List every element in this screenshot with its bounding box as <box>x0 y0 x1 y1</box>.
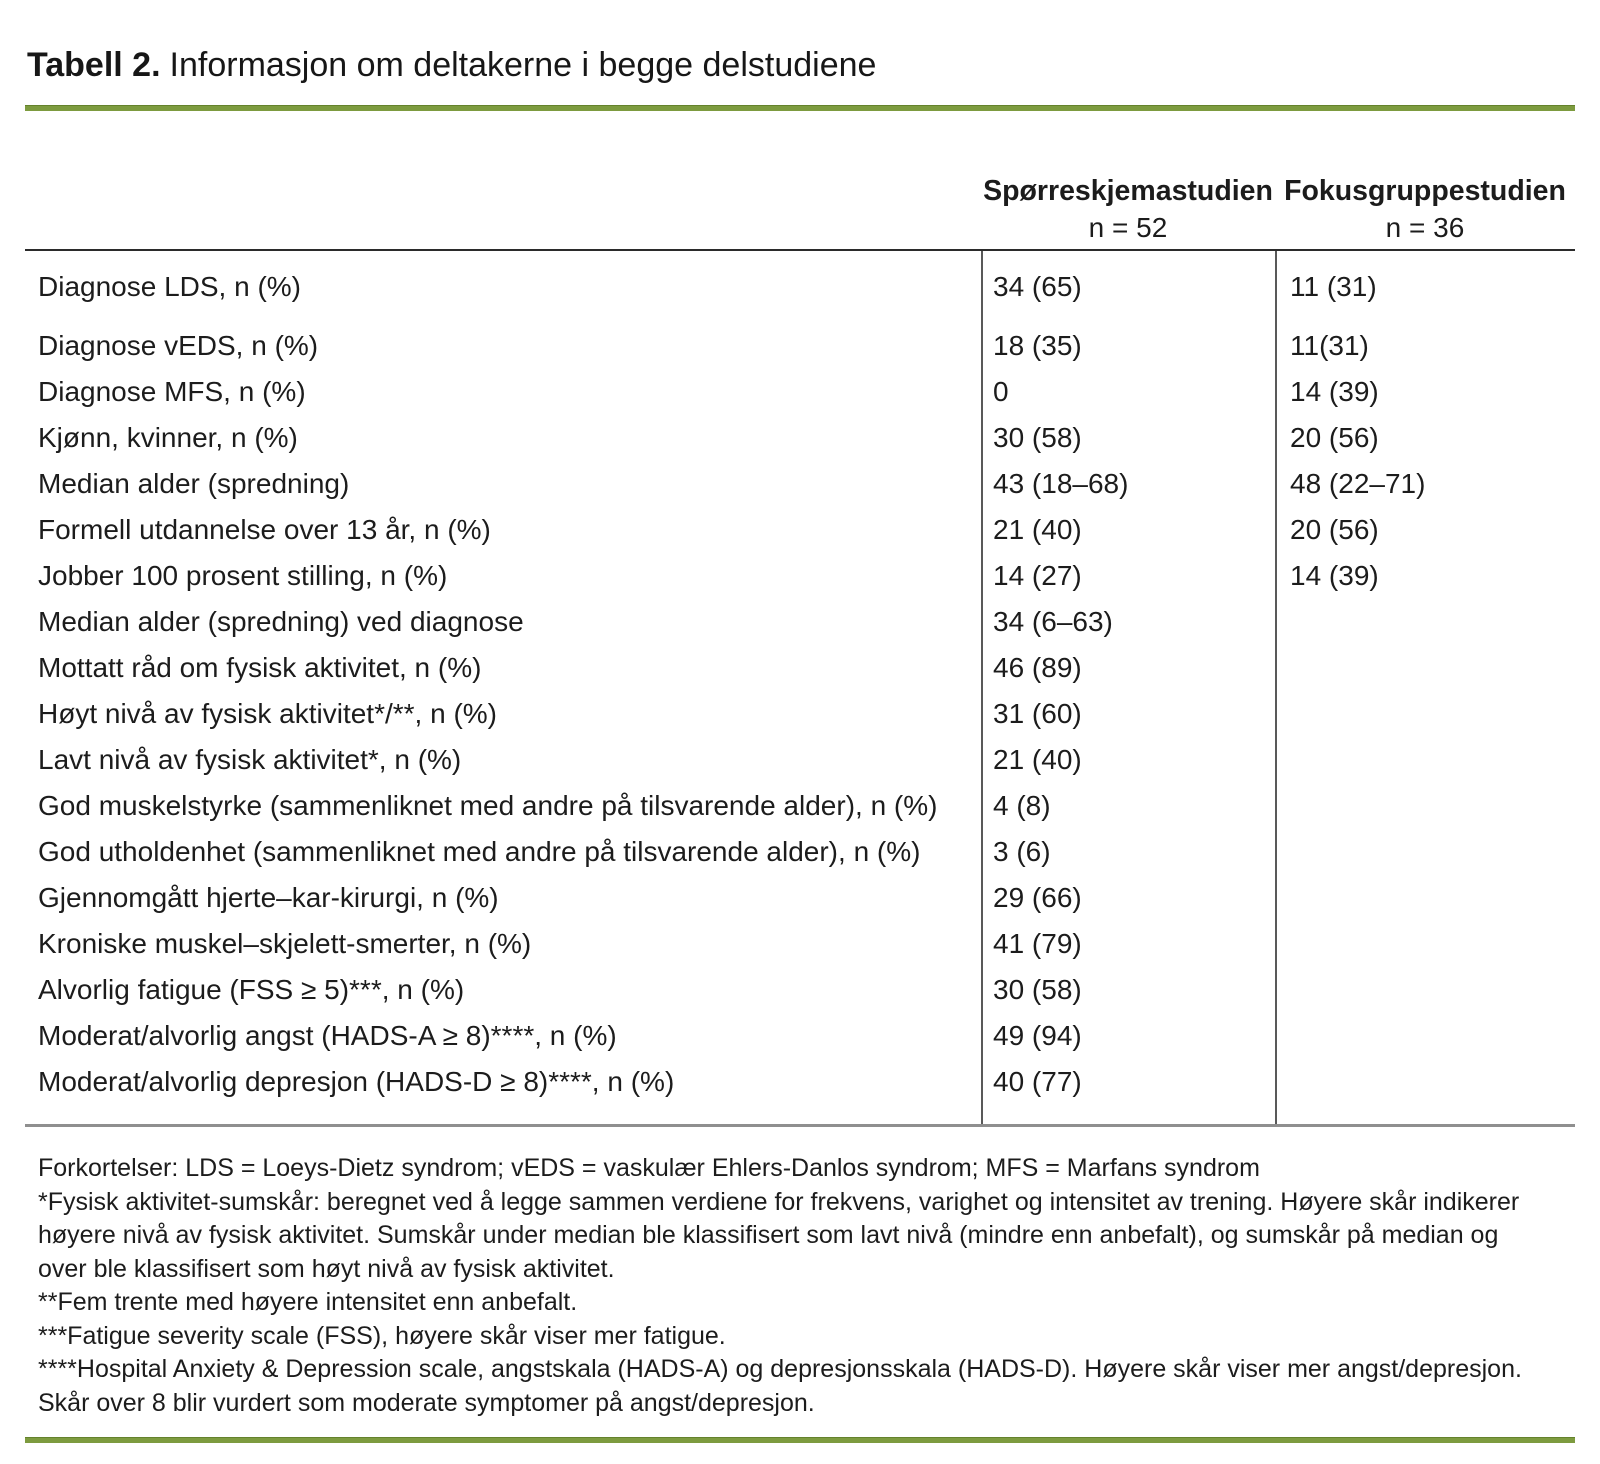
row-label: Lavt nivå av fysisk aktivitet*, n (%) <box>38 744 462 775</box>
questionnaire-value: 43 (18–68) <box>993 468 1129 499</box>
row-label: God muskelstyrke (sammenliknet med andre på tilsvarende alder), n (%) <box>38 790 938 821</box>
questionnaire-value: 41 (79) <box>993 928 1082 959</box>
table-row <box>25 921 1575 967</box>
column-header-questionnaire-name: Spørreskjemastudien <box>983 175 1273 207</box>
row-label: Diagnose MFS, n (%) <box>38 376 306 407</box>
focusgroup-value: 48 (22–71) <box>1290 468 1426 499</box>
table-row <box>25 1059 1575 1105</box>
table-body <box>25 251 1575 1127</box>
questionnaire-value: 40 (77) <box>993 1066 1082 1097</box>
table-header-row <box>25 111 1575 251</box>
bottom-green-rule <box>25 1437 1575 1443</box>
questionnaire-value: 31 (60) <box>993 698 1082 729</box>
focusgroup-value: 20 (56) <box>1290 514 1379 545</box>
column-header-questionnaire-n: n = 52 <box>1088 212 1168 243</box>
row-label: Høyt nivå av fysisk aktivitet*/**, n (%) <box>38 698 498 729</box>
participants-table <box>25 111 1575 1127</box>
row-label: Kjønn, kvinner, n (%) <box>38 422 298 453</box>
table-row <box>25 461 1575 507</box>
footnote: ****Hospital Anxiety & Depression scale, angstskala (HADS-A) og depresjonsskala (HADS-D). Høyere skår viser mer angst/depresjon. Skår over 8 blir vurdert som moderate symptomer på angst/depresjon. <box>38 1355 1522 1417</box>
focusgroup-value: 14 (39) <box>1290 560 1379 591</box>
questionnaire-value: 46 (89) <box>993 652 1082 683</box>
table-row <box>25 369 1575 415</box>
row-label: Gjennomgått hjerte–kar-kirurgi, n (%) <box>38 882 499 913</box>
table-row <box>25 645 1575 691</box>
row-label: Moderat/alvorlig depresjon (HADS-D ≥ 8)****, n (%) <box>38 1066 675 1097</box>
row-label: Median alder (spredning) ved diagnose <box>38 606 524 637</box>
questionnaire-value: 49 (94) <box>993 1020 1082 1051</box>
row-label: Formell utdannelse over 13 år, n (%) <box>38 514 491 545</box>
row-label: God utholdenhet (sammenliknet med andre på tilsvarende alder), n (%) <box>38 836 921 867</box>
table-row <box>25 507 1575 553</box>
row-label: Kroniske muskel–skjelett-smerter, n (%) <box>38 928 532 959</box>
column-divider-1 <box>981 251 983 1124</box>
questionnaire-value: 21 (40) <box>993 514 1082 545</box>
footnote: Forkortelser: LDS = Loeys-Dietz syndrom; vEDS = vaskulær Ehlers-Danlos syndrom; MFS = Marfans syndrom <box>38 1154 1260 1182</box>
column-header-focusgroup-n: n = 36 <box>1385 212 1465 243</box>
table-title <box>27 44 1575 86</box>
column-header-focusgroup-study <box>1275 111 1575 249</box>
questionnaire-value: 34 (65) <box>993 271 1082 302</box>
table-row <box>25 415 1575 461</box>
column-header-questionnaire-study <box>981 111 1275 249</box>
footnote: **Fem trente med høyere intensitet enn anbefalt. <box>38 1288 578 1316</box>
column-divider-2 <box>1275 251 1277 1124</box>
column-header-focusgroup-name: Fokusgruppestudien <box>1284 175 1566 207</box>
row-label: Median alder (spredning) <box>38 468 350 499</box>
row-label: Diagnose vEDS, n (%) <box>38 330 319 361</box>
focusgroup-value: 20 (56) <box>1290 422 1379 453</box>
row-label: Jobber 100 prosent stilling, n (%) <box>38 560 448 591</box>
table-row <box>25 1013 1575 1059</box>
questionnaire-value: 30 (58) <box>993 974 1082 1005</box>
table-title-text: Informasjon om deltakerne i begge delstudiene <box>169 46 877 84</box>
questionnaire-value: 4 (8) <box>993 790 1051 821</box>
questionnaire-value: 0 <box>993 376 1009 407</box>
table-row <box>25 691 1575 737</box>
questionnaire-value: 14 (27) <box>993 560 1082 591</box>
focusgroup-value: 11 (31) <box>1290 271 1377 302</box>
row-label: Moderat/alvorlig angst (HADS-A ≥ 8)****, n (%) <box>38 1020 617 1051</box>
row-label: Mottatt råd om fysisk aktivitet, n (%) <box>38 652 482 683</box>
table-title-number: Tabell 2. <box>27 46 161 84</box>
row-label: Diagnose LDS, n (%) <box>38 271 302 302</box>
focusgroup-value: 11(31) <box>1290 330 1369 361</box>
table-row <box>25 323 1575 369</box>
table-row <box>25 599 1575 645</box>
table-row <box>25 875 1575 921</box>
table-row <box>25 737 1575 783</box>
questionnaire-value: 34 (6–63) <box>993 606 1113 637</box>
table-row <box>25 967 1575 1013</box>
footnote: ***Fatigue severity scale (FSS), høyere skår viser mer fatigue. <box>38 1321 726 1350</box>
table-row <box>25 553 1575 599</box>
footnotes-block <box>38 1152 1548 1420</box>
table-row <box>25 251 1575 323</box>
table-row <box>25 829 1575 875</box>
row-label: Alvorlig fatigue (FSS ≥ 5)***, n (%) <box>38 974 465 1005</box>
header-empty-cell <box>25 111 981 249</box>
focusgroup-value: 14 (39) <box>1290 376 1379 407</box>
questionnaire-value: 30 (58) <box>993 422 1082 453</box>
questionnaire-value: 29 (66) <box>993 882 1082 913</box>
table-row <box>25 783 1575 829</box>
questionnaire-value: 21 (40) <box>993 744 1082 775</box>
questionnaire-value: 3 (6) <box>993 836 1051 867</box>
footnote: *Fysisk aktivitet-sumskår: beregnet ved å legge sammen verdiene for frekvens, varighet og intensitet av trening. Høyere skår indikerer høyere nivå av fysisk aktivitet. Sumskår under median ble klassifisert som lavt nivå (mindre enn anbefalt), og sumskår på median og over ble klassifisert som høyt nivå av fysisk aktivitet. <box>38 1187 1520 1283</box>
questionnaire-value: 18 (35) <box>993 330 1082 361</box>
